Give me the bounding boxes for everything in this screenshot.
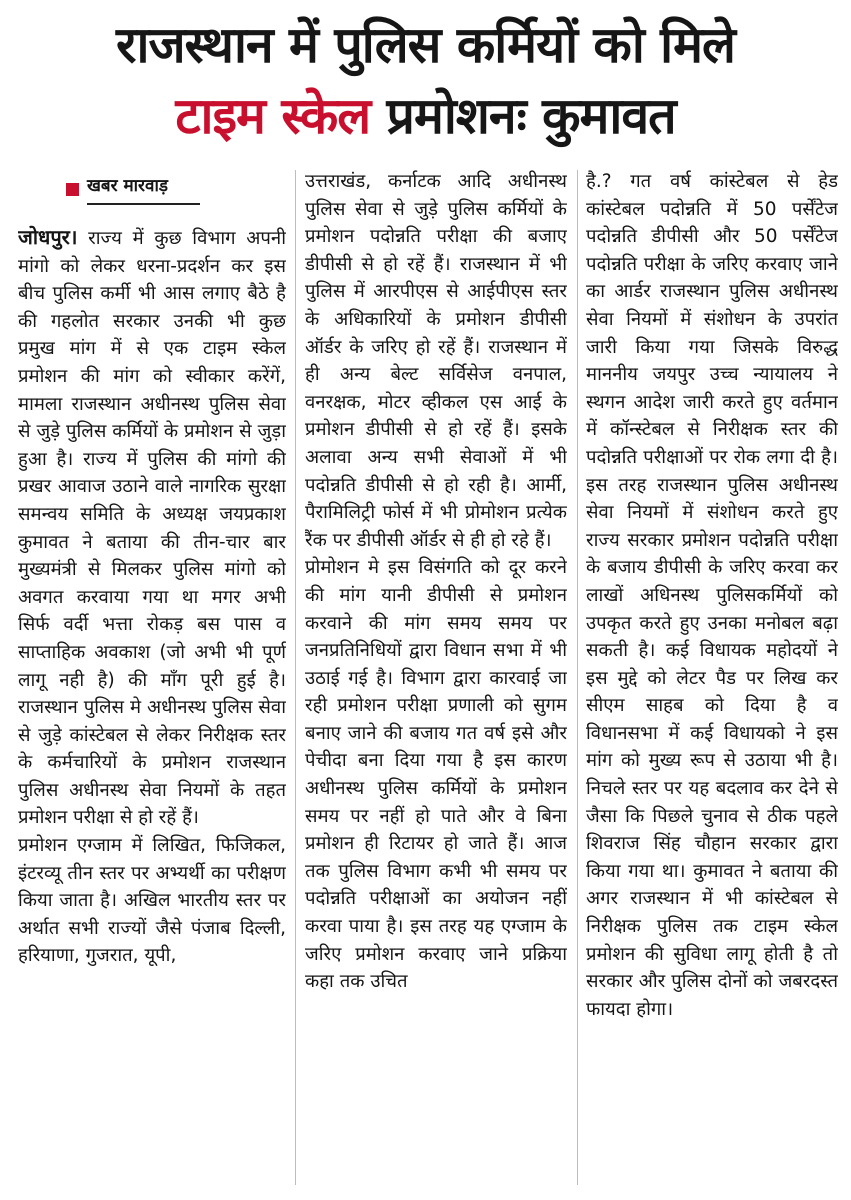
byline-marker-icon: [66, 183, 79, 196]
byline-text: खबर मारवाड़: [87, 173, 200, 205]
headline-line-1: राजस्थान में पुलिस कर्मियों को मिले: [116, 16, 735, 74]
paragraph: उत्तराखंड, कर्नाटक आदि अधीनस्थ पुलिस सेवा से जुड़े पुलिस कर्मियों के प्रमोशन पदोन्नति परीक्षा की बजाए डीपीसी से हो रहें हैं। राजस्थान में भी पुलिस में आरपीएस से आईपीएस स्तर के अधिकारियों के प्रमोशन डीपीसी ऑर्डर के जरिए हो रहें हैं। राजस्थान में ही अन्य बेल्ट सर्विसेज वनपाल, वनरक्षक, मोटर व्हीकल एस आई के प्रमोशन डीपीसी से हो रहें हैं। इसके अलावा अन्य सभी सेवाओं में भी पदोन्नति डीपीसी से हो रही है। आर्मी, पैरामिलिट्री फोर्स में भी प्रोमोशन प्रत्येक रैंक पर डीपीसी ऑर्डर से ही हो रहे हैं।: [305, 171, 567, 551]
paragraph-text: राज्य में कुछ विभाग अपनी मांगो को लेकर धरना-प्रदर्शन कर इस बीच पुलिस कर्मी भी आस लगाए बैठे है की गहलोत सरकार उनकी भी कुछ प्रमुख मांग में से एक टाइम स्केल प्रमोशन की मांग को स्वीकार करेंगें, मामला राजस्थान अधीनस्थ पुलिस सेवा से जुड़े पुलिस कर्मियों के प्रमोशन से जुड़ा हुआ है। राज्य में पुलिस की मांगो की प्रखर आवाज उठाने वाले नागरिक सुरक्षा समन्वय समिति के अध्यक्ष जयप्रकाश कुमावत ने बताया की तीन-चार बार मुख्यमंत्री से मिलकर पुलिस मांगो को अवगत करवाया गया था मगर अभी सिर्फ वर्दी भत्ता रोकड़ बस पास व साप्ताहिक अवकाश (जो अभी भी पूर्ण लागू नही है) की माँग पूरी हुई है। राजस्थान पुलिस मे अधीनस्थ पुलिस सेवा से जुड़े कांस्टेबल से लेकर निरीक्षक स्तर के कर्मचारियों के प्रमोशन राजस्थान पुलिस अधीनस्थ सेवा नियमों के तहत प्रमोशन परीक्षा से हो रहें हैं।: [18, 228, 286, 829]
column-divider: [295, 170, 296, 1185]
article-column-1: [18, 168, 286, 1190]
paragraph: प्रमोशन एग्जाम में लिखित, फिजिकल, इंटरव्यू तीन स्तर पर अभ्यर्थी का परीक्षण किया जाता है। अखिल भारतीय स्तर पर अर्थात सभी राज्यों जैसे पंजाब दिल्ली, हरियाणा, गुजरात, यूपी,: [18, 835, 286, 967]
column-divider: [577, 170, 578, 1185]
dateline: जोधपुर।: [18, 225, 78, 249]
headline-line-2: [0, 80, 851, 152]
paragraph: [18, 224, 286, 832]
paragraph: प्रोमोशन मे इस विसंगति को दूर करने की मांग यानी डीपीसी से प्रमोशन करवाने की मांग समय समय पर जनप्रतिनिधियों द्वारा विधान सभा में भी उठाई गई है। विभाग द्वारा कारवाई जा रही प्रमोशन परीक्षा प्रणाली को सुगम बनाए जाने की बजाय गत वर्ष इसे और पेचीदा बना दिया गया है इस कारण अधीनस्थ पुलिस कर्मियों के प्रमोशन समय पर नहीं हो पाते और वे बिना प्रमोशन ही रिटायर हो जाते हैं। आज तक पुलिस विभाग कभी भी समय पर पदोन्नति परीक्षाओं का अयोजन नहीं करवा पाया है। इस तरह यह एग्जाम के जरिए प्रमोशन करवाए जाने प्रक्रिया कहा तक उचित: [305, 557, 567, 993]
article-column-2: [305, 168, 567, 1190]
byline: [66, 176, 286, 202]
headline-rest: प्रमोशनः कुमावत: [370, 87, 676, 145]
paragraph: है.? गत वर्ष कांस्टेबल से हेड कांस्टेबल पदोन्नति में 50 पर्सेंटेज पदोन्नति डीपीसी और 50 पर्सेंटेज पदोन्नति परीक्षा के जरिए करवाए जाने का आर्डर राजस्थान पुलिस अधीनस्थ सेवा नियमों में संशोधन के उपरांत जारी किया गया जिसके विरुद्ध माननीय जयपुर उच्च न्यायालय ने स्थगन आदेश जारी करते हुए वर्तमान में कॉन्स्टेबल से निरीक्षक स्तर की पदोन्नति परीक्षाओं पर रोक लगा दी है। इस तरह राजस्थान पुलिस अधीनस्थ सेवा नियमों में संशोधन करते हुए राज्य सरकार प्रमोशन पदोन्नति परीक्षा के बजाय डीपीसी के जरिए करवा कर लाखों अधिनस्थ पुलिसकर्मियों को उपकृत करते हुए उनका मनोबल बढ़ा सकती है। कई विधायक महोदयों ने इस मुद्दे को लेटर पैड पर लिख कर सीएम साहब को दिया है व विधानसभा में कई विधायको ने इस मांग को मुख्य रूप से उठाया भी है। निचले स्तर पर यह बदलाव कर देने से जैसा कि पिछले चुनाव से ठीक पहले शिवराज सिंह चौहान सरकार द्वारा किया गया था। कुमावत ने बताया की अगर राजस्थान में भी कांस्टेबल से निरीक्षक पुलिस तक टाइम स्केल प्रमोशन की सुविधा लागू होती है तो सरकार और पुलिस दोनों को जबरदस्त फायदा होगा।: [586, 171, 838, 1020]
headline-highlight: टाइम स्केल: [175, 87, 371, 145]
article-column-3: [586, 168, 838, 1190]
